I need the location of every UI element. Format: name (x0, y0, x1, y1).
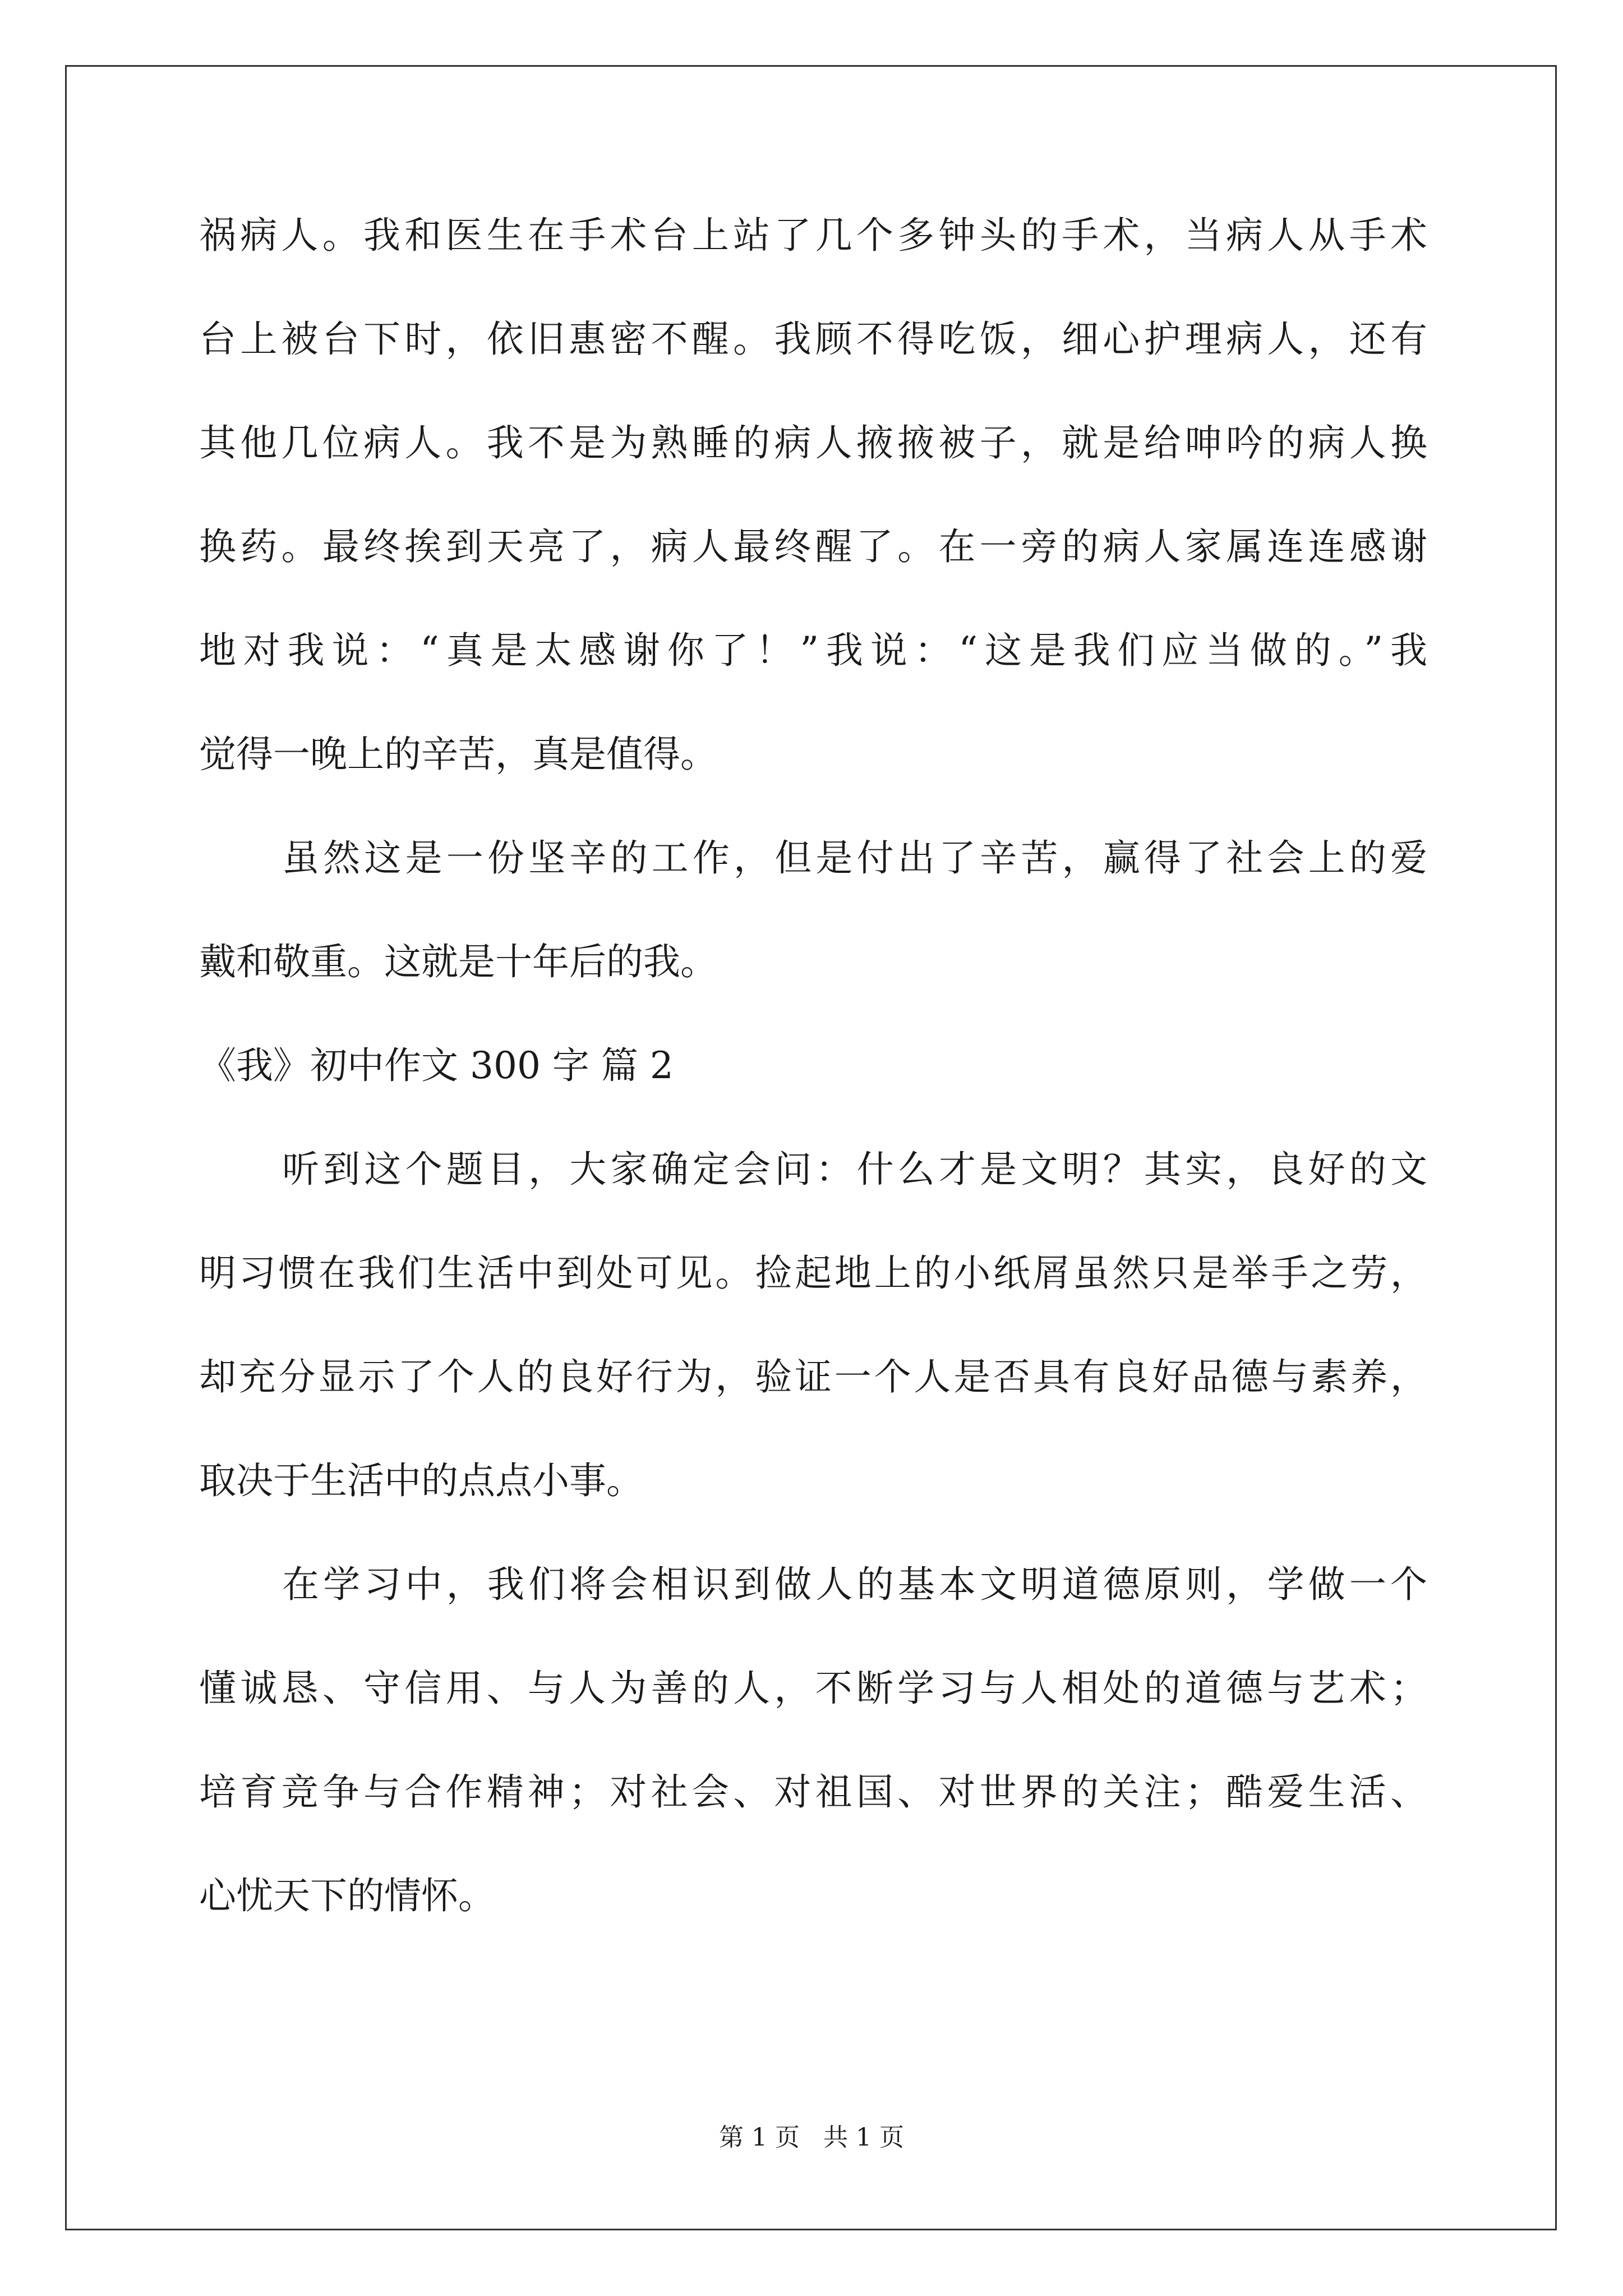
paragraph-4-line-1: 在学习中，我们将会相识到做人的基本文明道德原则，学做一个 (282, 1563, 1427, 1606)
paragraph-1-line-2: 台上被台下时，依旧惠密不醒。我顾不得吃饭，细心护理病人，还有 (199, 318, 1427, 361)
paragraph-3-line-1: 听到这个题目，大家确定会问：什么才是文明？其实，良好的文 (282, 1148, 1427, 1191)
paragraph-1-line-4: 换药。最终挨到天亮了，病人最终醒了。在一旁的病人家属连连感谢 (199, 525, 1427, 568)
paragraph-4-line-2: 懂诚恳、守信用、与人为善的人，不断学习与人相处的道德与艺术； (199, 1667, 1427, 1710)
paragraph-4-line-3: 培育竞争与合作精神；对社会、对祖国、对世界的关注；酷爱生活、 (199, 1770, 1427, 1814)
page-total: 共 1 页 (823, 2123, 904, 2152)
footer-gap (800, 2123, 823, 2152)
section-heading: 《我》初中作文 300 字 篇 2 (199, 1044, 674, 1087)
page-number: 第 1 页 (719, 2123, 800, 2152)
paragraph-3-line-2: 明习惯在我们生活中到处可见。捡起地上的小纸屑虽然只是举手之劳， (199, 1251, 1427, 1295)
paragraph-1-line-3: 其他几位病人。我不是为熟睡的病人掖掖被子，就是给呻吟的病人换 (199, 421, 1427, 464)
paragraph-4-line-4: 心忧天下的情怀。 (199, 1874, 495, 1917)
page-footer (0, 2121, 1623, 2155)
paragraph-1-line-6: 觉得一晚上的辛苦，真是值得。 (199, 733, 717, 776)
paragraph-1-line-1: 祸病人。我和医生在手术台上站了几个多钟头的手术，当病人从手术 (199, 214, 1427, 257)
paragraph-1-line-5: 地对我说：“真是太感谢你了！”我说：“这是我们应当做的。”我 (199, 629, 1427, 672)
paragraph-2-line-2: 戴和敬重。这就是十年后的我。 (199, 940, 717, 983)
paragraph-3-line-4: 取决于生活中的点点小事。 (199, 1459, 643, 1502)
paragraph-3-line-3: 却充分显示了个人的良好行为，验证一个人是否具有良好品德与素养， (199, 1355, 1427, 1398)
paragraph-2-line-1: 虽然这是一份坚辛的工作，但是付出了辛苦，赢得了社会上的爱 (282, 836, 1427, 880)
